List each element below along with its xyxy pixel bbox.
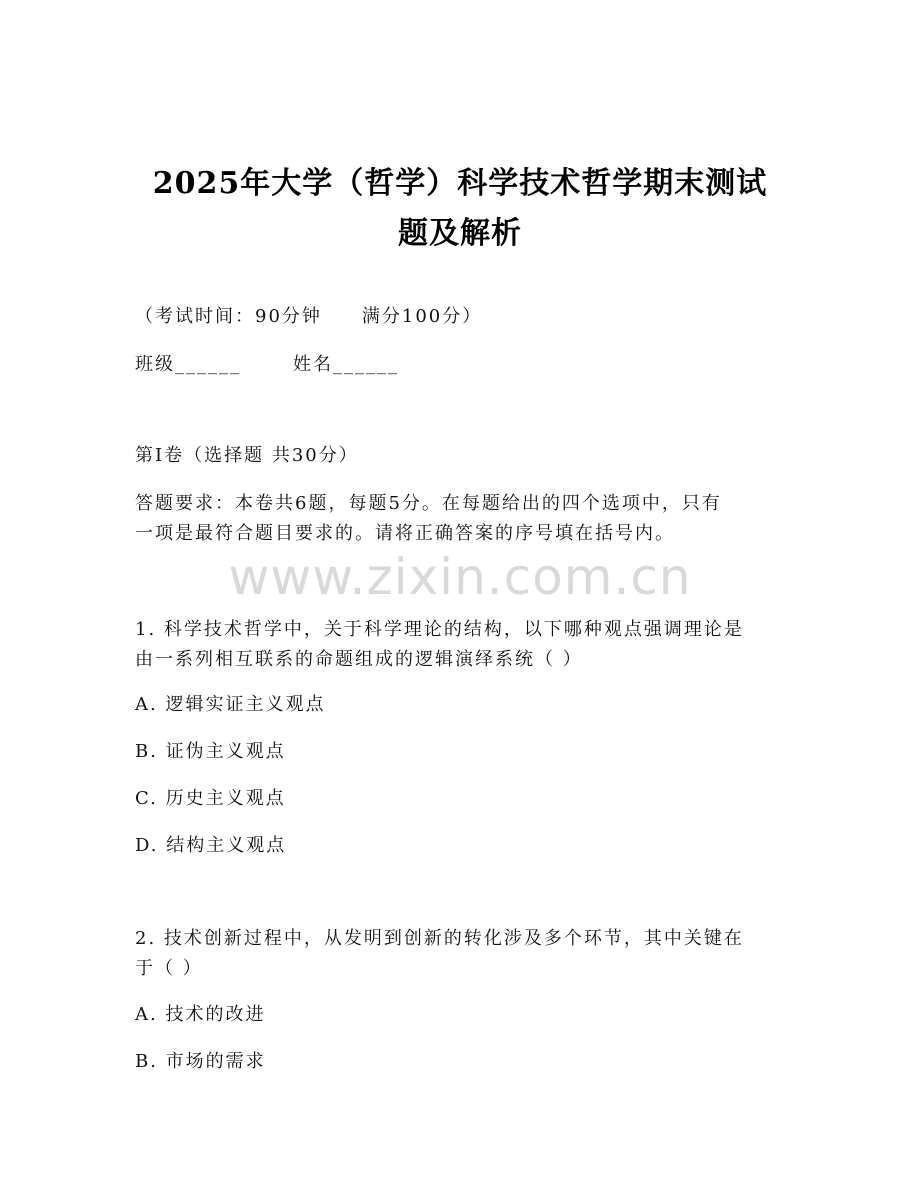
question-2-stem-line2: 于（ ） [135, 958, 203, 979]
question-1-stem-line2: 由一系列相互联系的命题组成的逻辑演绎系统（ ） [135, 649, 583, 670]
student-info [135, 350, 399, 376]
exam-score: 满分100分） [361, 306, 483, 327]
name-field: 姓名______ [293, 354, 399, 375]
question-1-stem-line1: 1. 科学技术哲学中，关于科学理论的结构，以下哪种观点强调理论是 [135, 619, 744, 640]
question-1-option-a: A. 逻辑实证主义观点 [135, 694, 326, 715]
page-title-line1: 2025年大学（哲学）科学技术哲学期末测试 [152, 166, 768, 201]
section-instructions-line1: 答题要求：本卷共6题，每题5分。在每题给出的四个选项中，只有 [135, 493, 722, 514]
question-2-option-b: B. 市场的需求 [135, 1051, 266, 1072]
question-2-option-a: A. 技术的改进 [135, 1004, 266, 1025]
class-field: 班级______ [135, 354, 241, 375]
page-title-line2: 题及解析 [398, 216, 522, 251]
exam-info [135, 302, 482, 328]
section-instructions-line2: 一项是最符合题目要求的。请将正确答案的序号填在括号内。 [135, 523, 675, 544]
watermark: www.zixin.com.cn [228, 548, 692, 606]
question-2-stem-line1: 2. 技术创新过程中，从发明到创新的转化涉及多个环节，其中关键在 [135, 928, 744, 949]
question-1-option-d: D. 结构主义观点 [135, 835, 287, 856]
section-heading: 第I卷（选择题 共30分） [135, 445, 359, 466]
question-1-option-b: B. 证伪主义观点 [135, 741, 286, 762]
question-1-option-c: C. 历史主义观点 [135, 788, 286, 809]
exam-time: （考试时间：90分钟 [135, 306, 322, 327]
